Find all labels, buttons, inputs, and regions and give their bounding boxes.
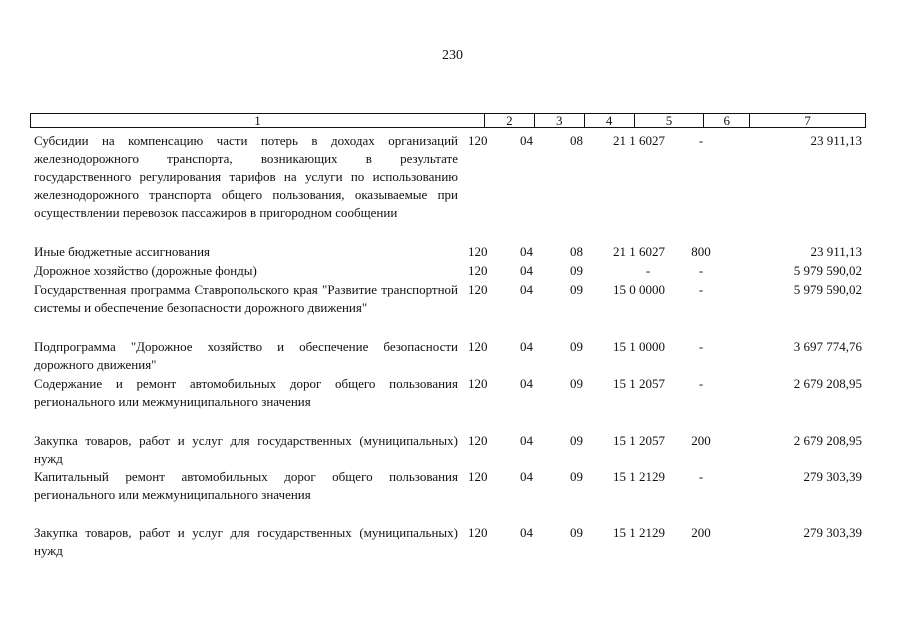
header-col-2: 2 [484, 114, 534, 127]
row-col-3: 04 [520, 282, 533, 297]
header-col-4: 4 [584, 114, 634, 127]
row-col-7: 5 979 590,02 [793, 282, 862, 297]
row-col-3: 04 [520, 133, 533, 148]
row-col-4: 09 [570, 469, 583, 484]
row-col-7: 5 979 590,02 [793, 263, 862, 278]
row-col-4: 09 [570, 282, 583, 297]
row-col-6: 200 [691, 525, 711, 540]
header-col-6: 6 [703, 114, 749, 127]
row-col-3: 04 [520, 263, 533, 278]
row-name: Закупка товаров, работ и услуг для государственных (муниципальных) нужд [34, 525, 458, 558]
row-col-6: - [698, 263, 704, 278]
row-col-6: - [698, 339, 704, 354]
row-col-3: 04 [520, 525, 533, 540]
row-name: Капитальный ремонт автомобильных дорог общего пользования регионального или межмуниципального значения [34, 469, 458, 502]
row-col-2: 120 [468, 133, 488, 148]
row-name: Закупка товаров, работ и услуг для государственных (муниципальных) нужд [34, 433, 458, 466]
row-col-7: 2 679 208,95 [793, 433, 862, 448]
row-col-3: 04 [520, 339, 533, 354]
header-col-3: 3 [534, 114, 584, 127]
row-col-5: 15 1 0000 [613, 339, 665, 354]
row-col-6: - [698, 469, 704, 484]
row-name: Подпрограмма "Дорожное хозяйство и обеспечение безопасности дорожного движения" [34, 339, 458, 372]
row-col-4: 09 [570, 433, 583, 448]
row-name: Содержание и ремонт автомобильных дорог общего пользования регионального или межмуниципального значения [34, 376, 458, 409]
row-col-5: 15 1 2057 [613, 376, 665, 391]
row-col-7: 279 303,39 [803, 525, 862, 540]
header-col-7: 7 [749, 114, 865, 127]
row-col-2: 120 [468, 376, 488, 391]
row-col-2: 120 [468, 282, 488, 297]
row-col-2: 120 [468, 525, 488, 540]
row-col-2: 120 [468, 339, 488, 354]
row-col-6: 800 [691, 244, 711, 259]
row-col-5: 21 1 6027 [613, 244, 665, 259]
row-col-7: 3 697 774,76 [793, 339, 862, 354]
row-col-5: 21 1 6027 [613, 133, 665, 148]
row-col-5: - [645, 263, 651, 278]
row-col-4: 09 [570, 263, 583, 278]
row-col-7: 23 911,13 [810, 133, 862, 148]
row-col-5: 15 1 2129 [613, 469, 665, 484]
row-col-3: 04 [520, 433, 533, 448]
row-col-7: 23 911,13 [810, 244, 862, 259]
row-col-6: 200 [691, 433, 711, 448]
row-col-4: 09 [570, 376, 583, 391]
row-col-6: - [698, 282, 704, 297]
row-col-4: 09 [570, 525, 583, 540]
row-col-7: 2 679 208,95 [793, 376, 862, 391]
row-name: Государственная программа Ставропольского края "Развитие транспортной системы и обеспечение безопасности дорожного движения" [34, 282, 458, 315]
row-name: Иные бюджетные ассигнования [34, 244, 211, 259]
header-col-1: 1 [254, 113, 261, 128]
row-col-6: - [698, 133, 704, 148]
row-col-4: 08 [570, 244, 583, 259]
row-col-5: 15 1 2129 [613, 525, 665, 540]
header-col-5: 5 [634, 114, 704, 127]
row-name: Субсидии на компенсацию части потерь в доходах организаций железнодорожного транспорта, возникающих в результате государственного регулирования тарифов на услуги по использованию железнодорожного транспорта общего пользования, оказываемые при осуществлении перевозок пассажиров в пригородном сообщении [34, 133, 458, 220]
row-col-2: 120 [468, 469, 488, 484]
row-col-3: 04 [520, 469, 533, 484]
table-header-row [30, 113, 866, 128]
row-col-4: 09 [570, 339, 583, 354]
row-col-2: 120 [468, 244, 488, 259]
row-col-2: 120 [468, 263, 488, 278]
row-col-3: 04 [520, 376, 533, 391]
row-col-3: 04 [520, 244, 533, 259]
page-number: 230 [442, 48, 463, 63]
row-name: Дорожное хозяйство (дорожные фонды) [34, 263, 257, 278]
row-col-5: 15 0 0000 [613, 282, 665, 297]
row-col-5: 15 1 2057 [613, 433, 665, 448]
row-col-6: - [698, 376, 704, 391]
row-col-4: 08 [570, 133, 583, 148]
row-col-2: 120 [468, 433, 488, 448]
row-col-7: 279 303,39 [803, 469, 862, 484]
